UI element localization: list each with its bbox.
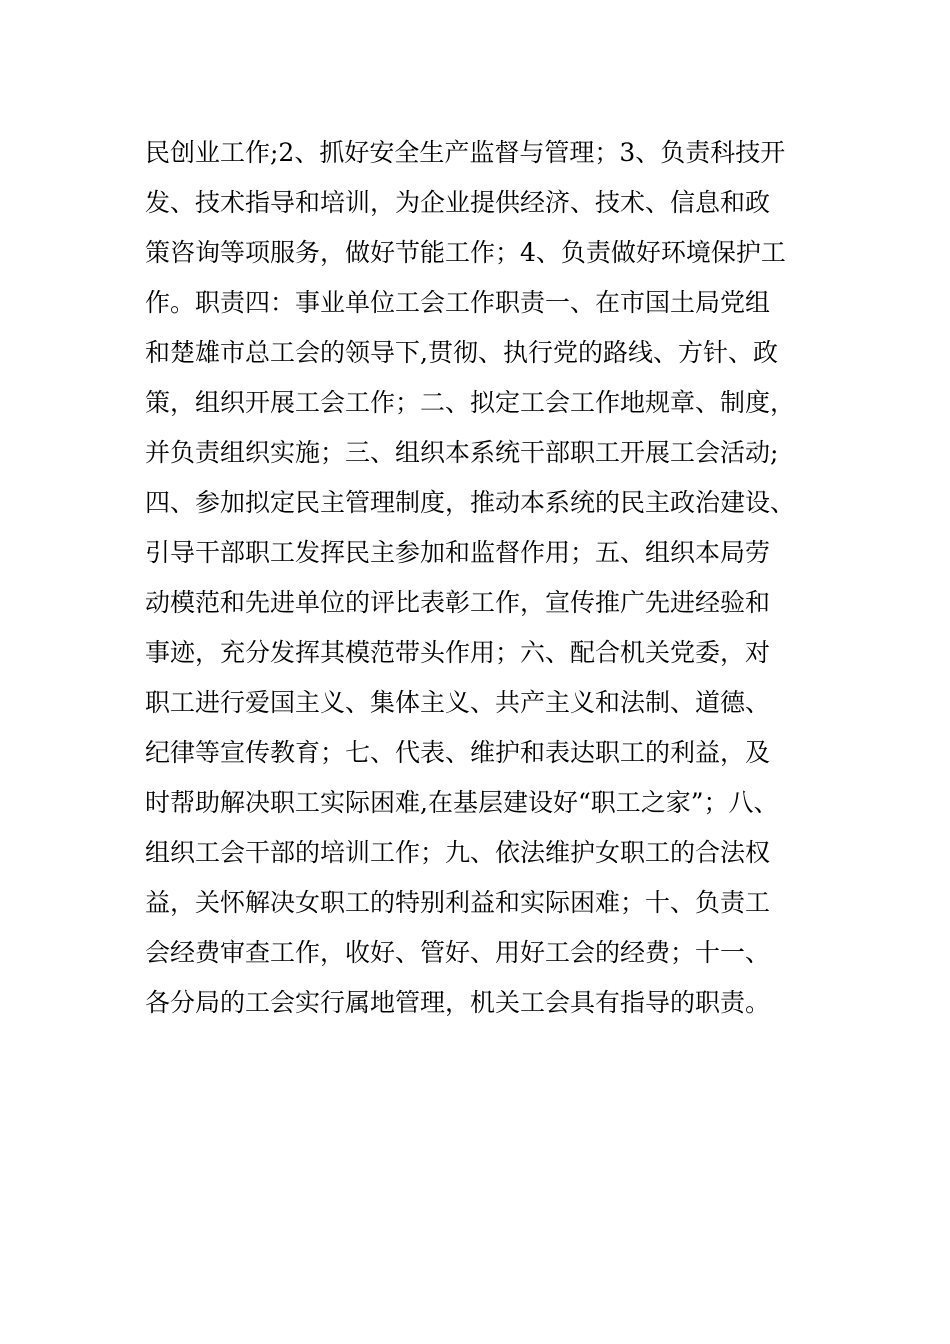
text-line: 会经费审查工作，收好、管好、用好工会的经费；十一、 [145,938,771,967]
text-line: 纪律等宣传教育；七、代表、维护和表达职工的利益，及 [145,738,771,767]
text-line: 发、技术指导和培训，为企业提供经济、技术、信息和政 [145,188,771,217]
text-line: 策咨询等项服务，做好节能工作；4、负责做好环境保护工 [145,238,786,267]
text-line: 各分局的工会实行属地管理，机关工会具有指导的职责。 [145,988,771,1017]
text-line: 民创业工作;2、抓好安全生产监督与管理；3、负责科技开 [145,138,786,167]
text-line: 时帮助解决职工实际困难,在基层建设好“职工之家”；八、 [145,788,779,817]
text-line: 事迹，充分发挥其模范带头作用；六、配合机关党委，对 [145,638,771,667]
text-line: 策，组织开展工会工作；二、拟定工会工作地规章、制度， [145,388,796,417]
body-text [145,128,845,1028]
text-line: 组织工会干部的培训工作；九、依法维护女职工的合法权 [145,838,771,867]
text-line: 和楚雄市总工会的领导下,贯彻、执行党的路线、方针、政 [145,338,778,367]
text-line: 四、参加拟定民主管理制度，推动本系统的民主政治建设、 [145,488,796,517]
text-line: 动模范和先进单位的评比表彰工作，宣传推广先进经验和 [145,588,771,617]
text-line: 并负责组织实施；三、组织本系统干部职工开展工会活动; [145,438,779,467]
text-line: 益，关怀解决女职工的特别利益和实际困难；十、负责工 [145,888,771,917]
text-line: 引导干部职工发挥民主参加和监督作用；五、组织本局劳 [145,538,771,567]
text-line: 职工进行爱国主义、集体主义、共产主义和法制、道德、 [145,688,771,717]
text-line: 作。职责四：事业单位工会工作职责一、在市国土局党组 [145,288,771,317]
